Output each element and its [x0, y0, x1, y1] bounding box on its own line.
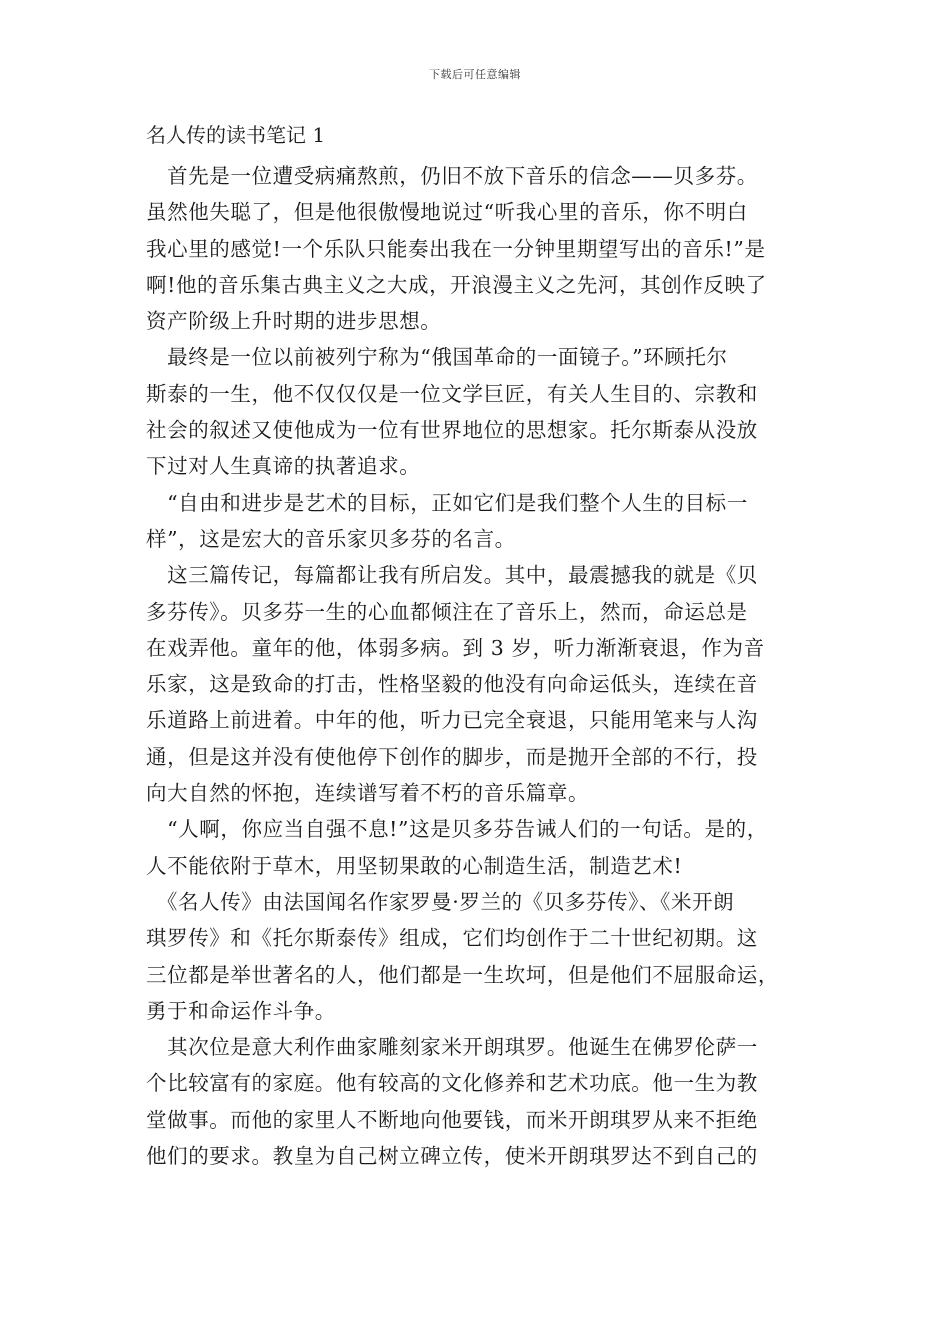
text-line: 多芬传》。贝多芬一生的心血都倾注在了音乐上，然而，命运总是 — [146, 599, 748, 624]
text-line: 三位都是举世著名的人，他们都是一生坎坷，但是他们不屈服命运， — [146, 962, 779, 987]
text-line: 下过对人生真谛的执著追求。 — [146, 454, 421, 479]
text-line: 通，但是这并没有使他停下创作的脚步，而是抛开全部的不行，投 — [146, 744, 758, 769]
document-title: 名人传的读书笔记 1 — [146, 123, 326, 147]
text-line: 我心里的感觉!一个乐队只能奏出我在一分钟里期望写出的音乐!”是 — [146, 236, 766, 261]
text-line: 虽然他失聪了，但是他很傲慢地说过“听我心里的音乐，你不明白 — [146, 200, 748, 225]
text-line: 在戏弄他。童年的他，体弱多病。到 3 岁，听力渐渐衰退，作为音 — [146, 635, 765, 660]
text-line: 首先是一位遭受病痛熬煎，仍旧不放下音乐的信念——贝多芬。 — [146, 164, 758, 188]
text-line: 向大自然的怀抱，连续谱写着不朽的音乐篇章。 — [146, 781, 590, 806]
text-line: 《名人传》由法国闻名作家罗曼·罗兰的《贝多芬传》、《米开朗 — [146, 889, 735, 914]
page-header: 下载后可任意编辑 — [429, 68, 521, 81]
text-line: “自由和进步是艺术的目标，正如它们是我们整个人生的目标一 — [146, 490, 748, 515]
document-body — [146, 158, 810, 1174]
text-line: 他们的要求。教皇为自己树立碑立传，使米开朗琪罗达不到自己的 — [146, 1144, 758, 1169]
text-line: 样”，这是宏大的音乐家贝多芬的名言。 — [146, 526, 516, 551]
text-line: 个比较富有的家庭。他有较高的文化修养和艺术功底。他一生为教 — [146, 1071, 758, 1096]
text-line: 琪罗传》和《托尔斯泰传》组成，它们均创作于二十世纪初期。这 — [146, 926, 758, 951]
text-line: 人不能依附于草木，用坚韧果敢的心制造生活，制造艺术! — [146, 853, 683, 878]
text-line: 乐家，这是致命的打击，性格坚毅的他没有向命运低头，连续在音 — [146, 672, 758, 697]
text-line: 最终是一位以前被列宁称为“俄国革命的一面镜子。”环顾托尔 — [146, 345, 728, 370]
text-line: 资产阶级上升时期的进步思想。 — [146, 309, 442, 334]
text-line: 其次位是意大利作曲家雕刻家米开朗琪罗。他诞生在佛罗伦萨一 — [146, 1035, 758, 1060]
text-line: 乐道路上前进着。中年的他，听力已完全衰退，只能用笔来与人沟 — [146, 708, 758, 733]
text-line: 社会的叙述又使他成为一位有世界地位的思想家。托尔斯泰从没放 — [146, 418, 758, 443]
text-line: 勇于和命运作斗争。 — [146, 998, 336, 1023]
text-line: 堂做事。而他的家里人不断地向他要钱，而米开朗琪罗从来不拒绝 — [146, 1107, 758, 1132]
text-line: 啊!他的音乐集古典主义之大成，开浪漫主义之先河，其创作反映了 — [146, 272, 767, 297]
text-line: 这三篇传记，每篇都让我有所启发。其中，最震撼我的就是《贝 — [146, 563, 758, 588]
text-line: 斯泰的一生，他不仅仅仅是一位文学巨匠，有关人生目的、宗教和 — [146, 381, 758, 406]
text-line: “人啊，你应当自强不息!”这是贝多芬告诫人们的一句话。是的， — [146, 817, 768, 842]
